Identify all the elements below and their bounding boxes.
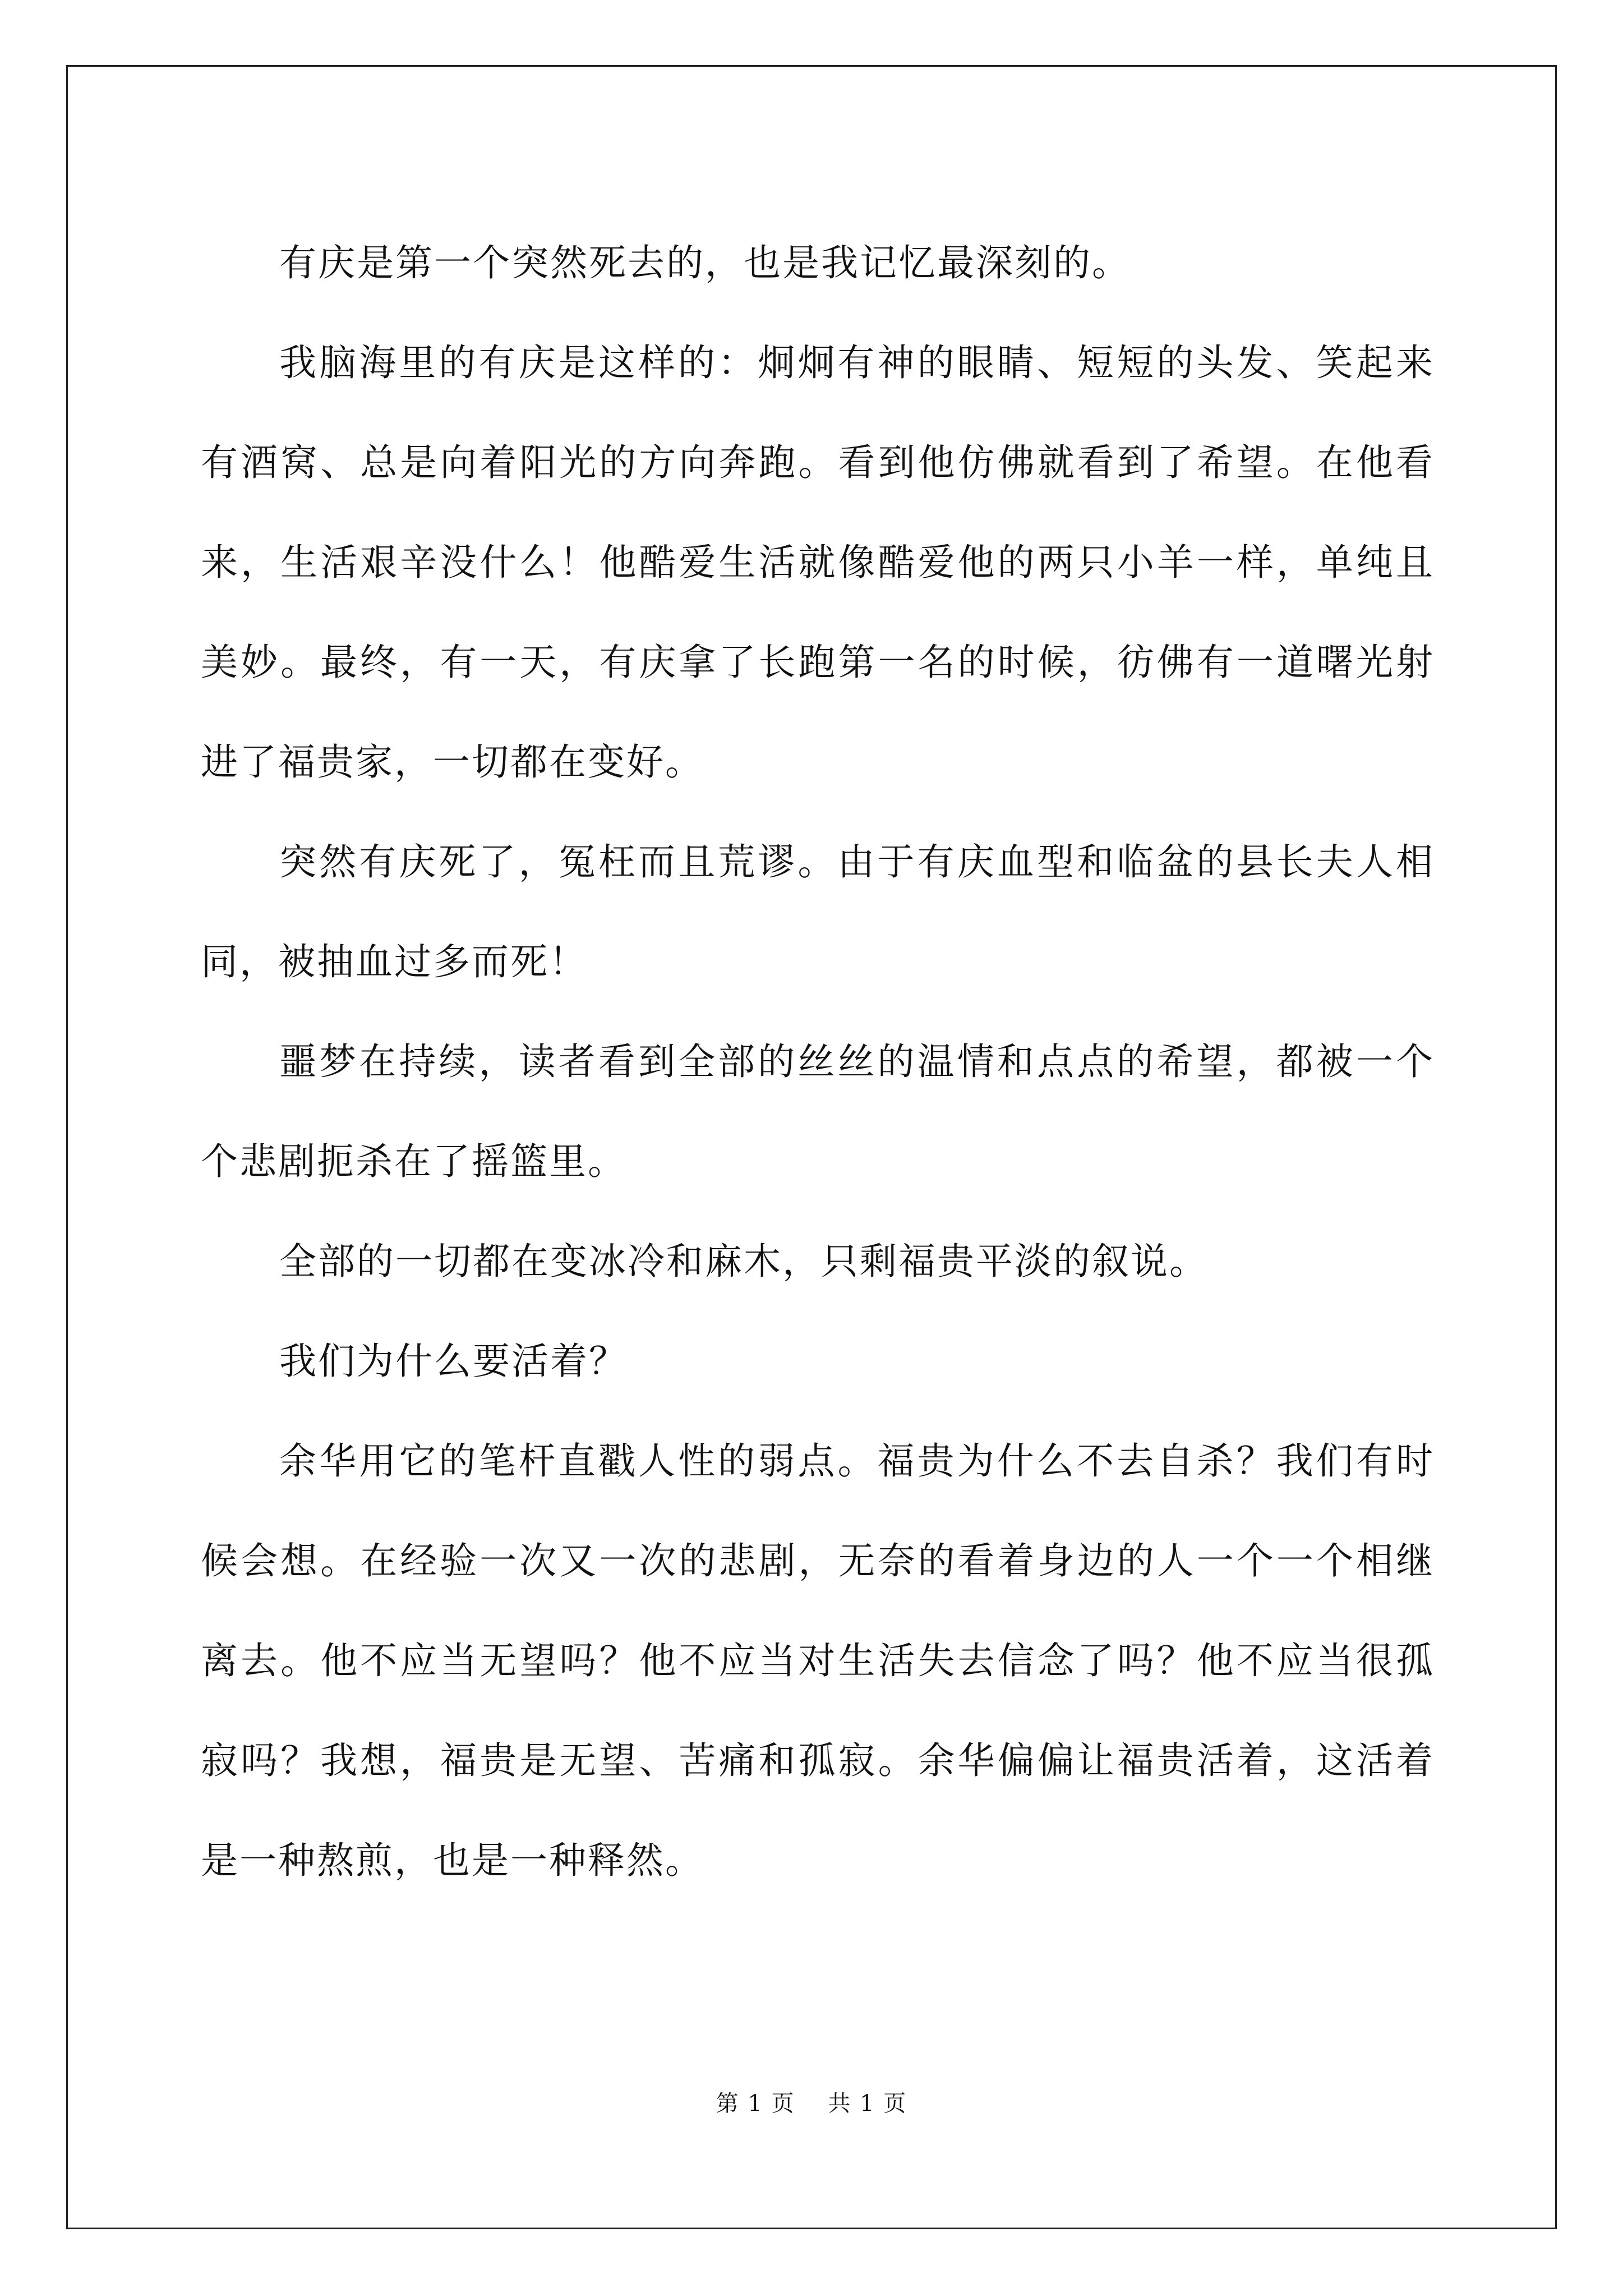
paragraph-5: 全部的一切都在变冰冷和麻木，只剩福贵平淡的叙说。 [279,1240,1208,1283]
paragraph-3: 突然有庆死了，冤枉而且荒谬。由于有庆血型和临盆的县长夫人相同，被抽血过多而死！ [201,840,1435,983]
paragraph-4: 噩梦在持续，读者看到全部的丝丝的温情和点点的希望，都被一个个悲剧扼杀在了摇篮里。 [201,1040,1435,1183]
paragraph-1: 有庆是第一个突然死去的，也是我记忆最深刻的。 [279,241,1131,284]
page-footer: 第 1 页 共 1 页 [716,2091,907,2116]
paragraph-2: 我脑海里的有庆是这样的：炯炯有神的眼睛、短短的头发、笑起来有酒窝、总是向着阳光的方向奔跑。看到他仿佛就看到了希望。在他看来，生活艰辛没什么！他酷爱生活就像酷爱他的两只小羊一样，单纯且美妙。最终，有一天，有庆拿了长跑第一名的时候，彷佛有一道曙光射进了福贵家，一切都在变好。 [201,341,1435,784]
paragraph-7: 余华用它的笔杆直戳人性的弱点。福贵为什么不去自杀？我们有时候会想。在经验一次又一次的悲剧，无奈的看着身边的人一个一个相继离去。他不应当无望吗？他不应当对生活失去信念了吗？他不应当很孤寂吗？我想，福贵是无望、苦痛和孤寂。余华偏偏让福贵活着，这活着是一种熬煎，也是一种释然。 [201,1439,1435,1882]
paragraph-6: 我们为什么要活着？ [279,1340,628,1383]
document-body [201,213,1435,1911]
